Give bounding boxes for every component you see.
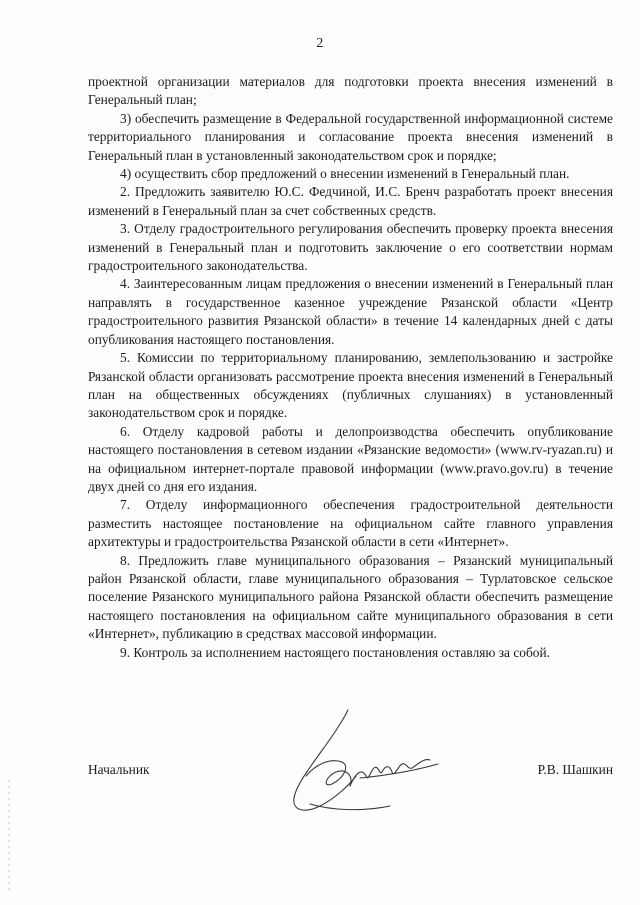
paragraph-item-5: 5. Комиссии по территориальному планированию, землепользованию и застройке Рязанской области организовать рассмотрение проекта внесения изменений в Генеральный план на общественных обсуждениях (публичных слушаниях) в установленный законодательством срок и порядке. — [88, 350, 613, 421]
paragraph-item-9: 9. Контроль за исполнением настоящего постановления оставляю за собой. — [120, 644, 551, 660]
paragraph-subitem-3: 3) обеспечить размещение в Федеральной государственной информационной системе территориального планирования и согласование проекта внесения изменений в Генеральный план в установленный законодательством срок и порядке; — [88, 110, 613, 163]
paragraph-item-3: 3. Отделу градостроительного регулирования обеспечить проверку проекта внесения изменений в Генеральный план и подготовить заключение о его соответствии нормам градостроительного законодательства. — [88, 221, 613, 274]
paragraph-item-6: 6. Отделу кадровой работы и делопроизводства обеспечить опубликование настоящего постановления в сетевом издании «Рязанские ведомости» (www.rv-ryazan.ru) и на официальном интернет-портале правовой информации (www.pravo.gov.ru) в течение двух дней со дня его издания. — [88, 423, 613, 494]
signatory-role: Начальник — [88, 762, 150, 777]
paragraph-item-2: 2. Предложить заявителю Ю.С. Федчиной, И.С. Бренч разработать проект внесения изменений в Генеральный план за счет собственных средств. — [88, 184, 613, 218]
page-number: 2 — [316, 36, 324, 51]
document-body — [88, 73, 613, 662]
signature-block — [88, 762, 613, 782]
paragraph-continuation: проектной организации материалов для подготовки проекта внесения изменений в Генеральный план; — [88, 74, 613, 108]
paragraph-subitem-4: 4) осуществить сбор предложений о внесении изменений в Генеральный план. — [120, 166, 570, 182]
paragraph-item-8: 8. Предложить главе муниципального образования – Рязанский муниципальный район Рязанской области, главе муниципального образования – Турлатовское сельское поселение Рязанского муниципального района Рязанской области обеспечить размещение настоящего постановления на официальном сайте муниципального образования в сети «Интернет», публикацию в средствах массовой информации. — [88, 552, 613, 642]
signatory-name: Р.В. Шашкин — [537, 762, 613, 777]
scan-edge-mark — [8, 780, 10, 890]
paragraph-item-7: 7. Отделу информационного обеспечения градостроительной деятельности разместить настоящее постановление на официальном сайте главного управления архитектуры и градостроительства Рязанской области в сети «Интернет». — [88, 497, 613, 550]
paragraph-item-4: 4. Заинтересованным лицам предложения о внесении изменений в Генеральный план направлять в государственное казенное учреждение Рязанской области «Центр градостроительного развития Рязанской области» в течение 14 календарных дней с даты опубликования настоящего постановления. — [88, 276, 613, 347]
